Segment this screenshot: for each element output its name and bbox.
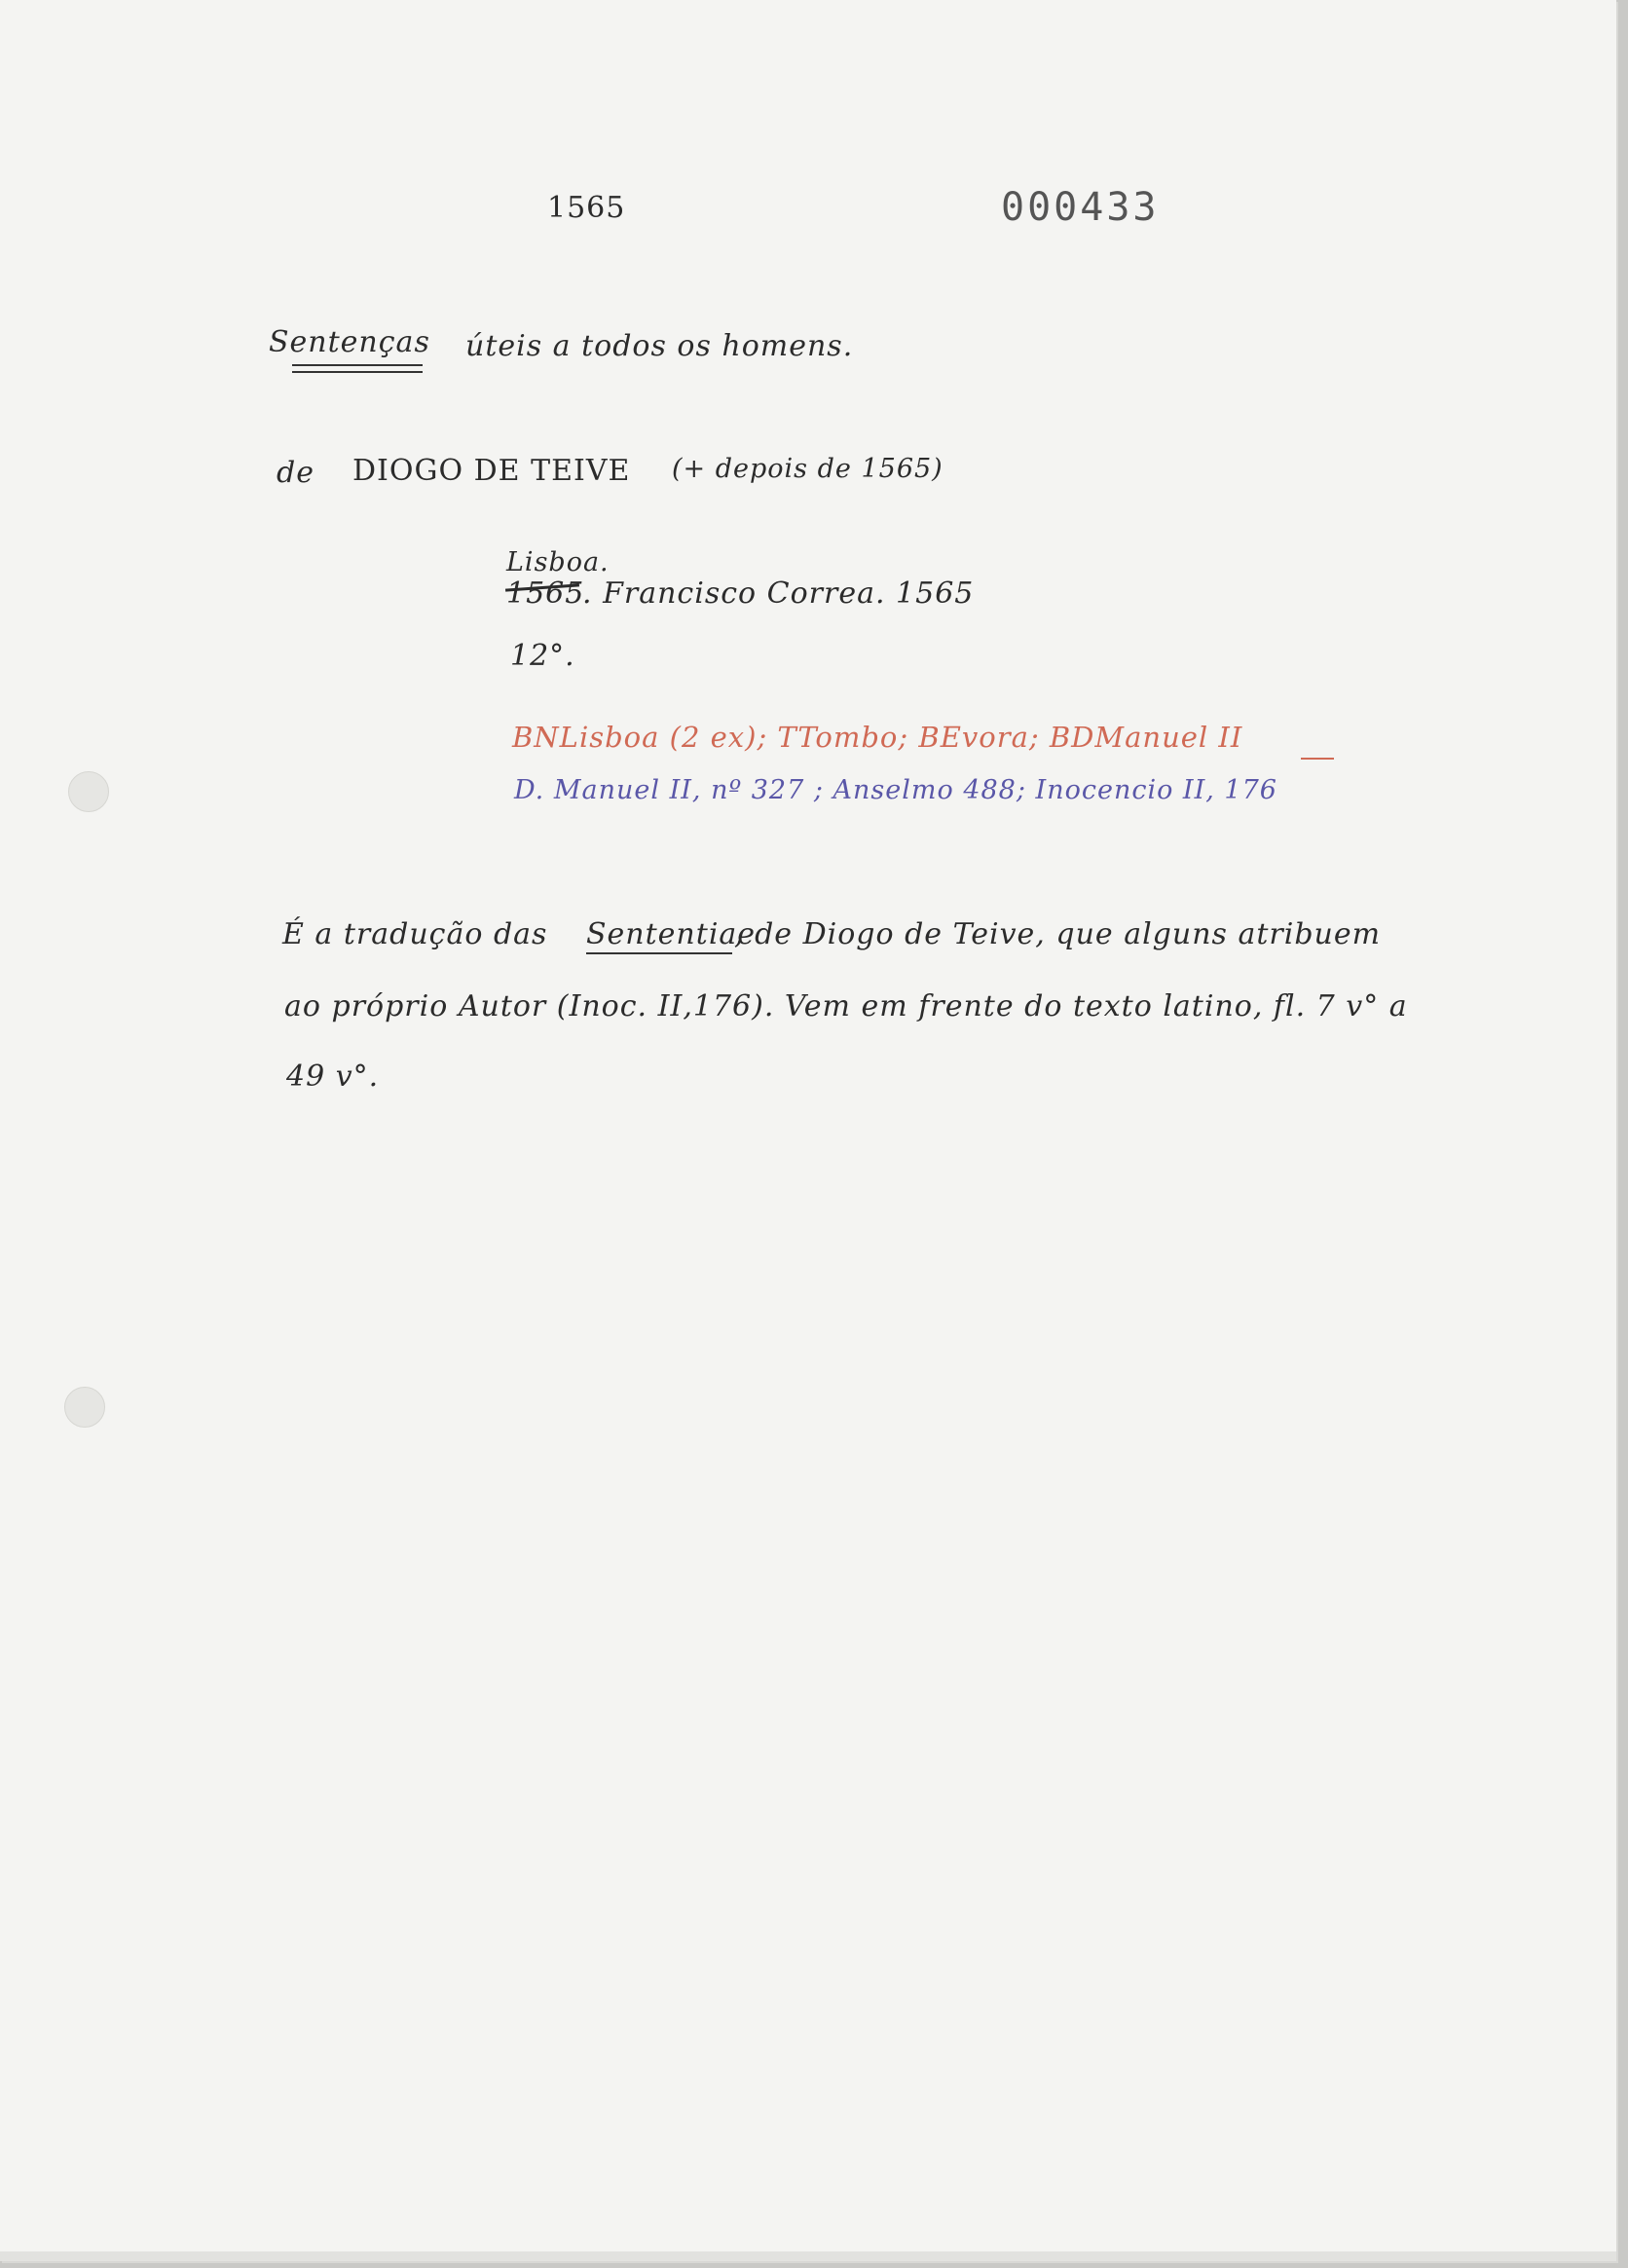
title-double-underline (292, 364, 423, 373)
bibliographic-references: D. Manuel II, nº 327 ; Anselmo 488; Inocencio II, 176 (514, 775, 1277, 805)
paper-bottom-edge (0, 2251, 1616, 2261)
library-locations: BNLisboa (2 ex); TTombo; BEvora; BDManuel II (512, 721, 1243, 754)
author-note: (+ depois de 1565) (672, 454, 944, 484)
note-line1-a: É a tradução das (282, 917, 548, 951)
note-underline (586, 952, 732, 954)
imprint-struck-year: 1565 (506, 576, 585, 611)
header-year: 1565 (547, 191, 626, 225)
author-name: DIOGO DE TEIVE (352, 454, 631, 488)
imprint-format: 12°. (510, 639, 575, 673)
imprint-place: Lisboa. (506, 547, 610, 577)
catalog-number-stamp: 000433 (1001, 185, 1160, 230)
note-line1-underlined: Sententiae (586, 917, 757, 951)
punch-hole-bottom (64, 1387, 105, 1428)
note-line1-b: , de Diogo de Teive, que alguns atribuem (734, 917, 1382, 951)
locations-underline (1301, 758, 1334, 760)
author-prefix: de (277, 456, 314, 490)
note-line3: 49 v°. (286, 1060, 380, 1094)
title-rest: úteis a todos os homens. (465, 329, 854, 363)
title-underlined-word: Sentenças (269, 325, 430, 359)
note-line2: ao próprio Autor (Inoc. II,176). Vem em frente do texto latino, fl. 7 v° a (284, 989, 1408, 1023)
punch-hole-top (68, 771, 109, 812)
imprint-publisher: . Francisco Correa. 1565 (582, 576, 975, 611)
